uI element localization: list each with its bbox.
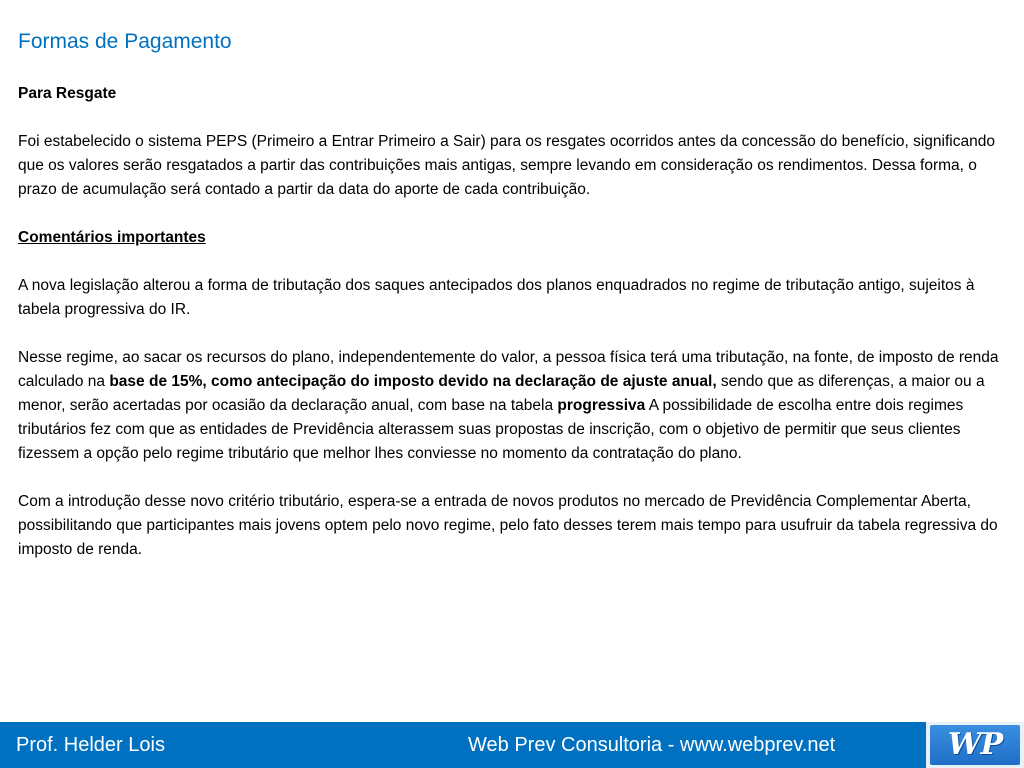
spacer: [18, 250, 1008, 274]
slide-content: [18, 28, 1008, 562]
paragraph-peps: Foi estabelecido o sistema PEPS (Primeiro a Entrar Primeiro a Sair) para os resgates ocorridos antes da concessão do benefício, significando que os valores serão resgatados a partir das contribuições mais antigas, sempre levando em consideração os rendimentos. Dessa forma, o prazo de acumulação será contado a partir da data do aporte de cada contribuição.: [18, 133, 995, 198]
webprev-logo: [926, 722, 1024, 768]
footer-bar: [0, 722, 1024, 768]
logo-inner: [930, 725, 1020, 765]
section-heading-para-resgate: Para Resgate: [18, 85, 117, 102]
spacer: [18, 202, 1008, 226]
spacer: [18, 322, 1008, 346]
paragraph-regime-part2: sendo que as diferenças, a maior ou a menor, serão acertadas por ocasião da declaração anual, com base na tabela: [18, 373, 985, 414]
footer-company: Web Prev Consultoria - www.webprev.net: [468, 734, 836, 756]
spacer: [18, 466, 1008, 490]
paragraph-regime-part1: Nesse regime, ao sacar os recursos do plano, independentemente do valor, a pessoa física terá uma tributação, na fonte, de imposto de renda calculado na: [18, 349, 999, 390]
footer-author: Prof. Helder Lois: [16, 734, 165, 756]
paragraph-regime-part3: A possibilidade de escolha entre dois regimes tributários fez com que as entidades de Previdência alterassem suas propostas de inscrição, com o objetivo de permitir que seus clientes fizessem a opção pelo regime tributário que melhor lhes conviesse no momento da contratação do plano.: [18, 397, 964, 462]
section-heading-comentarios: Comentários importantes: [18, 229, 206, 246]
spacer: [18, 106, 1008, 130]
paragraph-nova-legislacao: A nova legislação alterou a forma de tributação dos saques antecipados dos planos enquadrados no regime de tributação antigo, sujeitos à tabela progressiva do IR.: [18, 277, 975, 318]
paragraph-regime: [18, 346, 1008, 466]
logo-text: WP: [947, 727, 1003, 762]
paragraph-regime-bold2: progressiva: [557, 397, 646, 414]
paragraph-introducao: Com a introdução desse novo critério tributário, espera-se a entrada de novos produtos no mercado de Previdência Complementar Aberta, possibilitando que participantes mais jovens optem pelo novo regime, pelo fato desses terem mais tempo para usufruir da tabela regressiva do imposto de renda.: [18, 493, 998, 558]
slide-title: Formas de Pagamento: [18, 30, 232, 53]
paragraph-regime-bold1: base de 15%, como antecipação do imposto devido na declaração de ajuste anual,: [109, 373, 717, 390]
